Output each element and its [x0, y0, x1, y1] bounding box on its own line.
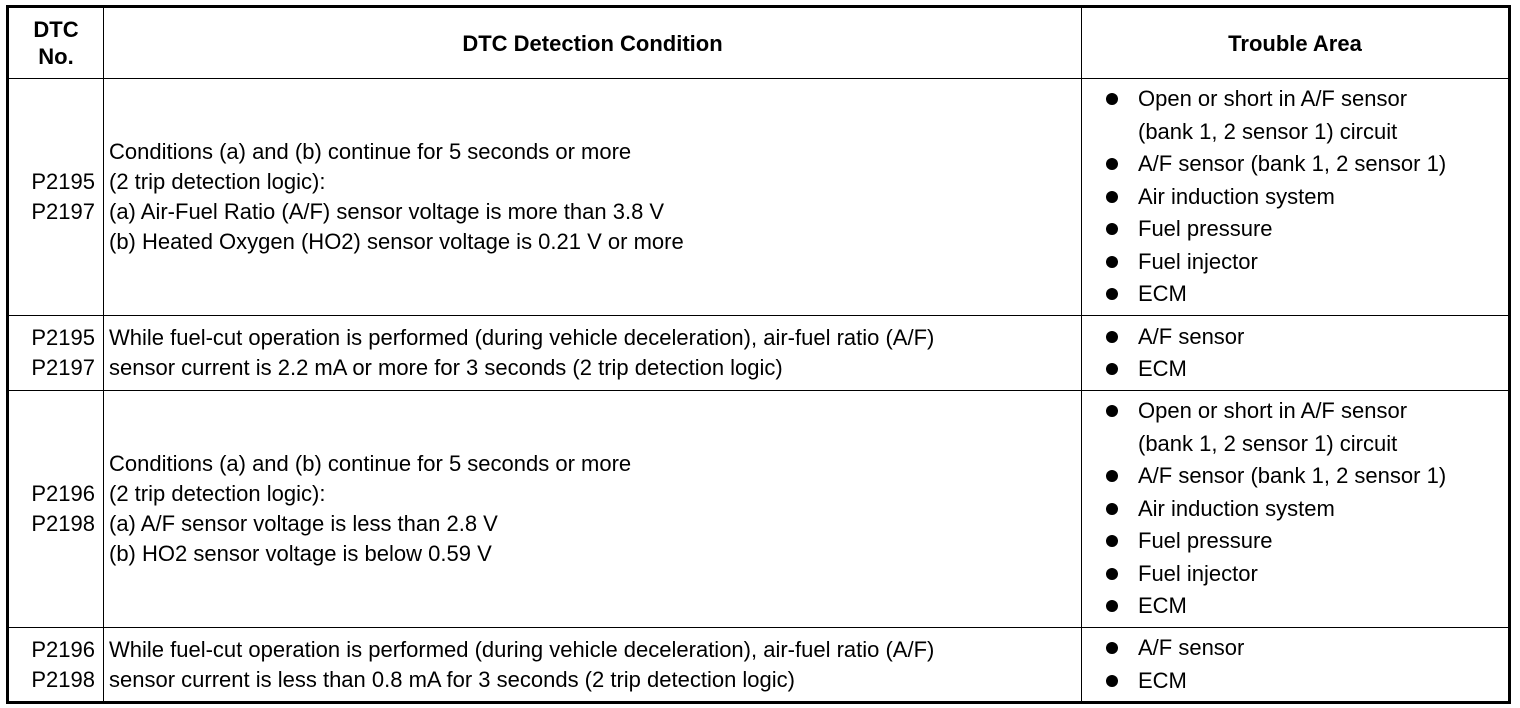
trouble-area-text: A/F sensor [1138, 635, 1245, 660]
dtc-cell [8, 391, 104, 628]
trouble-area-text: (bank 1, 2 sensor 1) circuit [1138, 118, 1398, 144]
condition-line: (a) A/F sensor voltage is less than 2.8 V [109, 511, 498, 536]
list-item [1106, 525, 1508, 558]
dtc-code: P2198 [31, 511, 95, 536]
condition-line: (a) Air-Fuel Ratio (A/F) sensor voltage is more than 3.8 V [109, 199, 665, 224]
condition-cell [104, 79, 1082, 316]
condition-line: (2 trip detection logic): [109, 481, 326, 506]
list-item [1106, 321, 1508, 354]
table-row [8, 628, 1510, 703]
list-item [1106, 395, 1508, 460]
condition-line: sensor current is less than 0.8 mA for 3 seconds (2 trip detection logic) [109, 666, 795, 692]
bullet-icon [1106, 191, 1118, 203]
list-item [1106, 148, 1508, 181]
bullet-icon [1106, 568, 1118, 580]
trouble-area-cell [1082, 79, 1510, 316]
trouble-area-text: ECM [1138, 281, 1187, 307]
trouble-area-text: Air induction system [1138, 183, 1335, 209]
list-item [1106, 558, 1508, 591]
trouble-area-text: ECM [1138, 667, 1187, 693]
list-item [1106, 460, 1508, 493]
bullet-icon [1106, 642, 1118, 654]
dtc-table [6, 5, 1511, 704]
bullet-icon [1106, 93, 1118, 105]
dtc-code: P2197 [31, 199, 95, 224]
trouble-area-text: ECM [1138, 356, 1187, 381]
condition-line: (b) Heated Oxygen (HO2) sensor voltage is 0.21 V or more [109, 229, 684, 254]
list-item [1106, 353, 1508, 386]
condition-cell [104, 391, 1082, 628]
trouble-area-list [1106, 395, 1508, 623]
bullet-icon [1106, 470, 1118, 482]
trouble-area-text: (bank 1, 2 sensor 1) circuit [1138, 430, 1398, 456]
bullet-icon [1106, 158, 1118, 170]
trouble-area-text: Air induction system [1138, 495, 1335, 521]
trouble-area-list [1106, 83, 1508, 311]
dtc-code: P2195 [31, 325, 95, 350]
header-dtc-no-line: No. [38, 44, 74, 69]
trouble-area-text: Open or short in A/F sensor [1138, 398, 1408, 424]
list-item [1106, 246, 1508, 279]
list-item [1106, 278, 1508, 311]
dtc-code: P2195 [31, 169, 95, 194]
condition-cell [104, 316, 1082, 391]
trouble-area-text: Open or short in A/F sensor [1138, 86, 1408, 112]
list-item [1106, 665, 1508, 698]
trouble-area-cell [1082, 628, 1510, 703]
trouble-area-text: A/F sensor (bank 1, 2 sensor 1) [1138, 463, 1447, 489]
header-dtc-no-line: DTC [33, 17, 79, 42]
trouble-area-text: A/F sensor [1138, 323, 1245, 349]
header-condition: DTC Detection Condition [104, 7, 1082, 79]
condition-line: Conditions (a) and (b) continue for 5 seconds or more [109, 139, 632, 164]
header-trouble-area: Trouble Area [1082, 7, 1510, 79]
condition-cell [104, 628, 1082, 703]
dtc-code: P2196 [31, 636, 95, 662]
bullet-icon [1106, 331, 1118, 343]
condition-line: While fuel-cut operation is performed (during vehicle deceleration), air-fuel ratio (A/F) [109, 325, 935, 350]
list-item [1106, 632, 1508, 665]
trouble-area-text: Fuel pressure [1138, 216, 1273, 242]
trouble-area-text: Fuel injector [1138, 248, 1258, 274]
bullet-icon [1106, 503, 1118, 515]
table-row [8, 391, 1510, 628]
bullet-icon [1106, 256, 1118, 268]
list-item [1106, 493, 1508, 526]
trouble-area-text: ECM [1138, 593, 1187, 619]
trouble-area-cell [1082, 316, 1510, 391]
condition-line: sensor current is 2.2 mA or more for 3 seconds (2 trip detection logic) [109, 355, 783, 380]
dtc-cell [8, 628, 104, 703]
table-row [8, 316, 1510, 391]
bullet-icon [1106, 600, 1118, 612]
trouble-area-list [1106, 632, 1508, 697]
trouble-area-text: Fuel injector [1138, 560, 1258, 586]
dtc-cell [8, 316, 104, 391]
list-item [1106, 590, 1508, 623]
trouble-area-text: Fuel pressure [1138, 528, 1273, 554]
trouble-area-cell [1082, 391, 1510, 628]
dtc-code: P2196 [31, 481, 95, 506]
table-row [8, 79, 1510, 316]
bullet-icon [1106, 363, 1118, 375]
trouble-area-list [1106, 321, 1508, 386]
list-item [1106, 213, 1508, 246]
bullet-icon [1106, 405, 1118, 417]
condition-line: While fuel-cut operation is performed (during vehicle deceleration), air-fuel ratio (A/F) [109, 636, 935, 662]
condition-line: (b) HO2 sensor voltage is below 0.59 V [109, 541, 492, 566]
dtc-cell [8, 79, 104, 316]
dtc-code: P2197 [31, 355, 95, 380]
condition-line: Conditions (a) and (b) continue for 5 seconds or more [109, 451, 632, 476]
condition-line: (2 trip detection logic): [109, 169, 326, 194]
bullet-icon [1106, 288, 1118, 300]
bullet-icon [1106, 535, 1118, 547]
dtc-code: P2198 [31, 666, 95, 692]
header-dtc-no [8, 7, 104, 79]
header-row [8, 7, 1510, 79]
list-item [1106, 83, 1508, 148]
trouble-area-text: A/F sensor (bank 1, 2 sensor 1) [1138, 151, 1447, 177]
bullet-icon [1106, 223, 1118, 235]
bullet-icon [1106, 675, 1118, 687]
list-item [1106, 181, 1508, 214]
